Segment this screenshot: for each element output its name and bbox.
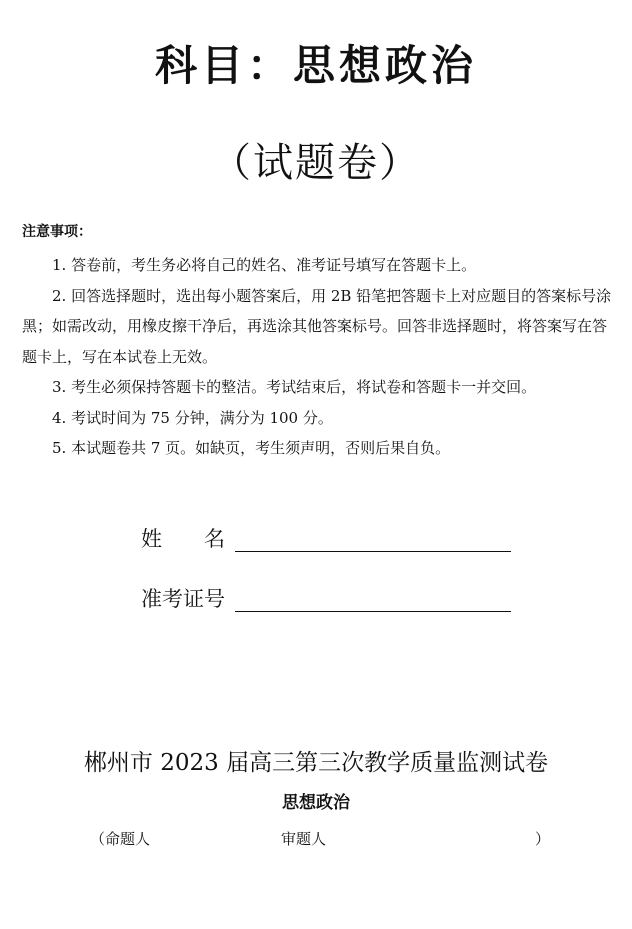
notice-item: 1. 答卷前，考生务必将自己的姓名、准考证号填写在答题卡上。 — [52, 256, 477, 274]
name-field-row — [141, 524, 511, 554]
exam-id-label: 准考证号 — [141, 587, 225, 611]
notice-item: 5. 本试题卷共 7 页。如缺页，考生须声明，否则后果自负。 — [52, 439, 451, 457]
name-blank-line — [235, 527, 511, 552]
notice-item: 4. 考试时间为 75 分钟，满分为 100 分。 — [52, 408, 333, 427]
notice-list — [22, 250, 614, 464]
exam-id-blank-line — [235, 587, 511, 612]
exam-id-field-row — [141, 584, 511, 614]
authors-close-paren: ） — [535, 830, 551, 848]
author-label: （命题人 — [90, 830, 151, 848]
reviewer-label: 审题人 — [281, 830, 327, 848]
name-label: 姓 名 — [141, 527, 225, 551]
notice-item: 2. 回答选择题时，选出每小题答案后，用 2B 铅笔把答题卡上对应题目的答案标号涂黑；如需改动，用橡皮擦干净后，再选涂其他答案标号。回答非选择题时，将答案写在答题卡上，写在本试卷上无效。 — [22, 286, 612, 366]
subject-title: 科目：思想政治 — [154, 41, 477, 90]
exam-title: 郴州市 2023 届高三第三次教学质量监测试卷 — [83, 750, 549, 776]
paper-type: （试题卷） — [211, 140, 421, 186]
notice-heading: 注意事项： — [22, 224, 92, 240]
notice-item: 3. 考生必须保持答题卡的整洁。考试结束后，将试卷和答题卡一并交回。 — [52, 378, 537, 396]
exam-subject: 思想政治 — [282, 793, 350, 813]
